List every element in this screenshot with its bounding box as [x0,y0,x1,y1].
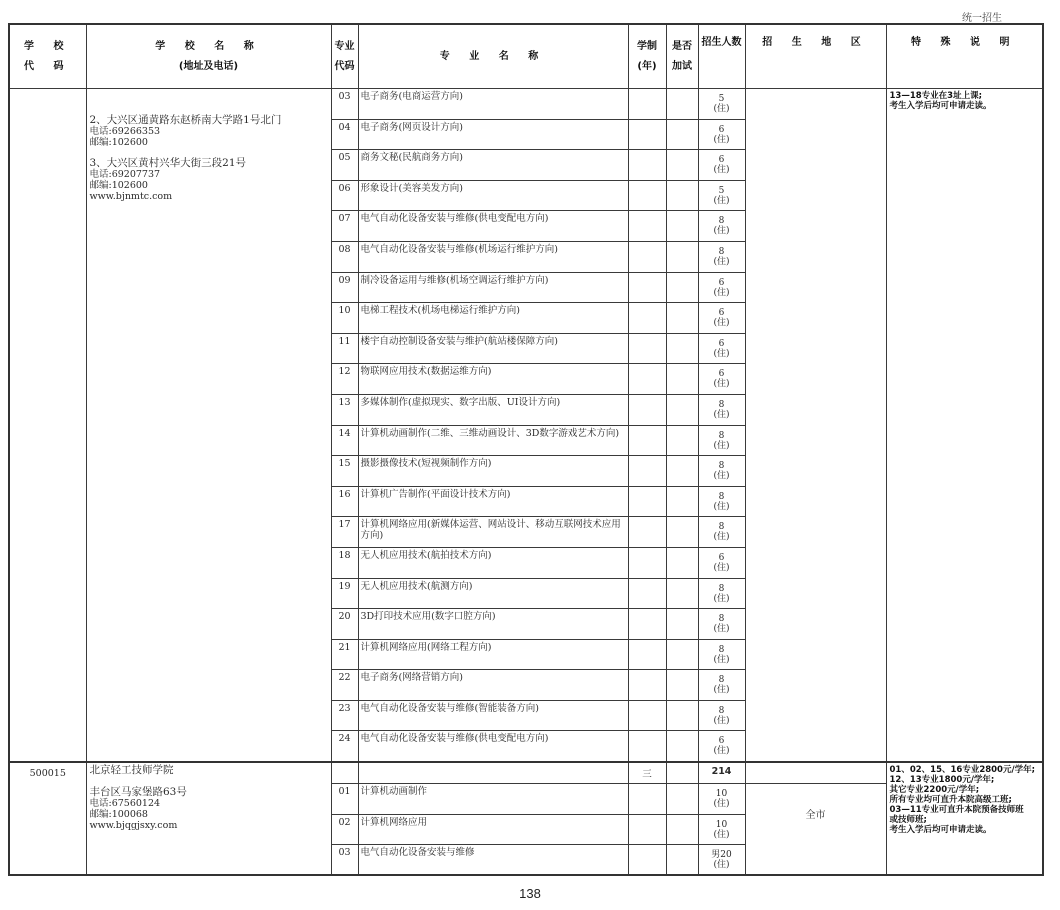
duration-cell [628,456,666,487]
page-number: 138 [519,886,541,901]
major-code [331,425,358,456]
major-code [331,762,358,784]
school-address: 2、大兴区通黄路东赵桥南大学路1号北门 [89,114,282,126]
quota-number: 5 [718,185,725,196]
region-text: 全市 [805,810,826,822]
major-code [331,578,358,609]
school-phone: 电话:69207737 [89,169,161,180]
header-text: 招生人数 [701,37,742,48]
duration-cell [628,303,666,334]
school-b-rows [9,762,1043,876]
duration-cell [628,731,666,762]
header-text: 学制 [637,40,657,52]
major-name-text: 电子商务(网络营销方向) [360,672,463,684]
quota-cell [698,303,745,334]
quota-number: 6 [718,369,725,380]
boarding-type: (住) [713,624,730,635]
major-name [358,394,628,425]
major-name [358,425,628,456]
major-name-text: 电子商务(网页设计方向) [360,121,463,133]
quota-number: 8 [718,491,725,502]
header-notes [886,24,1043,89]
major-name-text: 形象设计(美容美发方向) [360,182,463,194]
major-code-text: 08 [338,243,351,255]
major-code [331,241,358,272]
boarding-type: (住) [713,799,730,810]
header-text: 学 校 名 称 [155,40,262,52]
boarding-type: (住) [713,379,730,390]
school-phone: 电话:69266353 [89,126,161,137]
header-major-code [331,24,358,89]
boarding-type: (住) [713,501,730,512]
quota-cell [698,241,745,272]
major-name [358,517,628,548]
quota-number: 6 [718,338,725,349]
major-name [358,364,628,395]
extra-test-cell [666,547,698,578]
major-code [331,272,358,303]
school-name: 北京轻工技师学院 [89,763,174,776]
extra-test-cell [666,517,698,548]
region-cell-top [745,762,886,784]
duration-cell [628,150,666,181]
major-name [358,333,628,364]
major-code-text: 07 [338,213,351,225]
school-info-cell [86,762,331,876]
major-code [331,731,358,762]
quota-number: 8 [718,675,725,686]
quota-number: 10 [715,789,728,800]
major-code-text: 16 [338,488,351,500]
major-code [331,211,358,242]
major-code-text: 19 [338,580,351,592]
duration-cell [628,211,666,242]
major-name [358,814,628,845]
extra-test-cell [666,486,698,517]
duration-cell [628,517,666,548]
major-name [358,700,628,731]
major-name-text: 物联网应用技术(数据运维方向) [360,366,492,378]
extra-test-cell [666,609,698,640]
major-code-text: 12 [338,366,351,378]
major-name-text: 计算机网络应用 [360,816,428,828]
note-line: 13—18专业在3址上课; [889,91,982,101]
major-code-text: 04 [338,121,351,133]
quota-cell [698,578,745,609]
header-text: 特 殊 说 明 [911,37,1018,48]
duration-cell [628,272,666,303]
major-name-text: 电气自动化设备安装与维修(智能装备方向) [360,702,539,714]
major-name [358,303,628,334]
extra-test-cell [666,180,698,211]
major-code [331,394,358,425]
boarding-type: (住) [713,685,730,696]
major-name-text: 电气自动化设备安装与维修(供电变配电方向) [360,733,549,745]
extra-test-cell [666,119,698,150]
boarding-type: (住) [713,562,730,573]
header-text: 代码 [334,60,355,72]
quota-cell [698,333,745,364]
boarding-type: (住) [713,287,730,298]
header-text: (年) [637,60,657,72]
boarding-type: (住) [713,715,730,726]
quota-cell [698,150,745,181]
major-name-text: 计算机广告制作(平面设计技术方向) [360,488,511,500]
major-code-text: 13 [338,396,351,408]
major-name [358,272,628,303]
school-address: 3、大兴区黄村兴华大街三段21号 [89,157,247,169]
boarding-type: (住) [713,440,730,451]
boarding-type: (住) [713,256,730,267]
header-major-name [358,24,628,89]
major-name-text: 电梯工程技术(机场电梯运行维护方向) [360,305,520,317]
header-school-code [9,24,86,89]
boarding-type: (住) [713,348,730,359]
major-name [358,578,628,609]
quota-cell [698,814,745,845]
quota-cell [698,119,745,150]
school-address: 丰台区马家堡路63号 [89,785,187,798]
duration-cell [628,784,666,815]
note-line: 或技师班; [889,814,927,825]
major-name [358,547,628,578]
boarding-type: (住) [713,654,730,665]
note-line: 其它专业2200元/学年; [889,784,980,795]
quota-number: 10 [715,819,728,830]
header-text: 学 校 [24,40,72,52]
extra-test-cell [666,425,698,456]
quota-cell [698,180,745,211]
major-name [358,150,628,181]
boarding-type: (住) [713,134,730,145]
header-text: (地址及电话) [178,60,239,72]
spacer [90,91,328,105]
boarding-type: (住) [713,746,730,757]
major-name-text: 制冷设备运用与维修(机场空调运行维护方向) [360,274,549,286]
major-name-text: 3D打印技术应用(数字口腔方向) [360,611,496,623]
quota-number: 5 [718,94,725,104]
extra-test-cell [666,700,698,731]
school-phone: 电话:67560124 [89,797,161,809]
header-text: 加试 [672,60,692,72]
notes-cell [886,89,1043,762]
quota-number: 6 [718,308,725,319]
boarding-type: (住) [713,593,730,604]
note-line: 03—11专业可直升本院预备技师班 [889,804,1024,815]
header-extra-test [666,24,698,89]
quota-cell [698,639,745,670]
quota-cell [698,517,745,548]
quota-number: 6 [718,552,725,563]
quota-cell [698,784,745,815]
school-zip: 邮编:102600 [89,180,148,191]
major-name-text: 多媒体制作(虚拟现实、数字出版、UI设计方向) [360,396,561,408]
major-name [358,609,628,640]
major-name-text: 商务文秘(民航商务方向) [360,152,463,164]
major-name [358,639,628,670]
major-code [331,517,358,548]
header-text: 招 生 地 区 [762,37,869,48]
major-code-text: 22 [338,672,351,684]
extra-test-cell [666,731,698,762]
boarding-type: (住) [713,409,730,420]
major-code-text: 02 [338,816,351,828]
quota-cell [698,670,745,701]
quota-number: 6 [718,155,725,166]
duration-cell [628,578,666,609]
extra-test-cell [666,456,698,487]
major-name [358,241,628,272]
duration-cell [628,394,666,425]
header-text: 专 业 名 称 [439,50,547,62]
header-text: 代 码 [24,60,72,72]
major-code-text: 10 [338,305,351,317]
major-code [331,119,358,150]
major-code [331,180,358,211]
major-code [331,456,358,487]
quota-cell [698,486,745,517]
duration-cell [628,89,666,120]
boarding-type: (住) [713,226,730,237]
quota-number: 8 [718,246,725,257]
boarding-type: (住) [713,195,730,206]
notes-cell [886,762,1043,876]
major-name [358,486,628,517]
extra-test-cell [666,762,698,784]
quota-cell [698,547,745,578]
major-name [358,211,628,242]
boarding-type: (住) [713,532,730,543]
major-code-text: 03 [338,91,351,102]
extra-test-cell [666,303,698,334]
quota-number: 8 [718,583,725,594]
major-code-text: 03 [338,847,351,859]
boarding-type: (住) [713,829,730,840]
duration-cell [628,845,666,876]
duration-cell [628,241,666,272]
region-cell [745,784,886,876]
total-quota: 214 [711,765,732,777]
header-text: 专业 [334,40,355,52]
major-code [331,609,358,640]
quota-number: 6 [718,124,725,135]
major-name [358,119,628,150]
major-code [331,89,358,120]
duration-cell [628,180,666,211]
quota-cell [698,845,745,876]
major-name [358,180,628,211]
quota-cell [698,211,745,242]
major-code [331,150,358,181]
header-region [745,24,886,89]
quota-cell [698,731,745,762]
extra-test-cell [666,639,698,670]
address-block [90,787,328,831]
region-cell [745,89,886,762]
major-code-text: 06 [338,182,351,194]
boarding-type: (住) [713,165,730,176]
extra-test-cell [666,578,698,609]
school-info-cell [86,89,331,762]
quota-number: 8 [718,644,725,655]
quota-cell [698,394,745,425]
school-zip: 邮编:100068 [89,808,148,820]
major-code [331,486,358,517]
header-duration [628,24,666,89]
quota-cell [698,456,745,487]
quota-cell [698,272,745,303]
major-name-text: 计算机网络应用(网络工程方向) [360,641,492,653]
section-label: 统一招生 [962,13,1002,24]
major-code [331,333,358,364]
major-name [358,762,628,784]
header-quota [698,24,745,89]
extra-test-cell [666,364,698,395]
note-line: 01、02、15、16专业2800元/学年; [889,764,1035,775]
duration-cell [628,609,666,640]
duration-cell [628,762,666,784]
major-name [358,731,628,762]
quota-number: 8 [718,461,725,472]
extra-test-cell [666,845,698,876]
quota-cell [698,609,745,640]
major-code-text: 24 [338,733,351,745]
extra-test-cell [666,272,698,303]
major-name-text: 电气自动化设备安装与维修(机场运行维护方向) [360,243,558,255]
enrollment-table [8,23,1044,876]
major-code-text: 21 [338,641,351,653]
note-line: 考生入学后均可申请走读。 [889,824,992,835]
boarding-type: (住) [713,318,730,329]
major-code-text: 05 [338,152,351,164]
extra-test-cell [666,211,698,242]
major-code-text: 17 [338,519,351,531]
major-code-text: 09 [338,274,351,286]
duration-cell [628,700,666,731]
major-name [358,845,628,876]
major-code [331,639,358,670]
major-code [331,845,358,876]
major-name-text: 无人机应用技术(航测方向) [360,580,473,592]
duration-cell [628,364,666,395]
major-code [331,364,358,395]
extra-test-cell [666,784,698,815]
duration-cell [628,547,666,578]
extra-test-cell [666,333,698,364]
school-code-cell [9,762,86,876]
major-name-text: 计算机网络应用(新媒体运营、网站设计、移动互联网技术应用方向) [360,519,621,542]
quota-number: 8 [718,705,725,716]
school-code-cell [9,89,86,762]
quota-number: 8 [718,399,725,410]
school-website: www.bjnmtc.com [89,191,173,202]
duration-cell [628,425,666,456]
duration-cell [628,670,666,701]
major-name-text: 无人机应用技术(航拍技术方向) [360,549,492,561]
major-code [331,670,358,701]
quota-number: 6 [718,736,725,747]
major-code [331,303,358,334]
quota-cell [698,89,745,120]
quota-number: 男20 [711,850,732,861]
quota-cell [698,700,745,731]
quota-number: 6 [718,277,725,288]
table-row [9,89,1043,120]
header-row [9,24,1043,89]
extra-test-cell [666,670,698,701]
major-name-text: 楼宇自动控制设备安装与维护(航站楼保障方向) [360,335,558,347]
duration-cell [628,486,666,517]
extra-test-cell [666,150,698,181]
school-zip: 邮编:102600 [89,137,148,148]
quota-number: 8 [718,614,725,625]
major-name-text: 电气自动化设备安装与维修(供电变配电方向) [360,213,549,225]
extra-test-cell [666,814,698,845]
extra-test-cell [666,89,698,120]
major-name [358,89,628,120]
quota-number: 8 [718,522,725,533]
major-name [358,670,628,701]
major-code-text: 23 [338,702,351,714]
major-code-text: 11 [338,335,351,347]
quota-cell [698,364,745,395]
duration-cell [628,814,666,845]
boarding-type: (住) [713,860,730,871]
duration-cell [628,639,666,670]
note-line: 所有专业均可直升本院高级工班; [889,794,1012,805]
extra-test-cell [666,241,698,272]
quota-number: 8 [718,430,725,441]
major-name-text: 计算机动画制作 [360,786,428,798]
major-name [358,784,628,815]
major-code-text: 14 [338,427,351,439]
major-code-text: 01 [338,786,351,798]
duration-cell [628,333,666,364]
school-a-rows [9,89,1043,762]
total-quota-cell [698,762,745,784]
duration-cell [628,119,666,150]
note-line: 考生入学后均可申请走读。 [889,101,992,111]
boarding-type: (住) [713,104,730,114]
major-code [331,700,358,731]
duration-text: 三 [642,768,652,780]
address-block [90,158,328,191]
quota-number: 8 [718,216,725,227]
major-name-text: 电气自动化设备安装与维修 [360,847,475,859]
major-name-text: 计算机动画制作(二维、三维动画设计、3D数字游戏艺术方向) [360,427,620,439]
major-code [331,784,358,815]
header-school-name [86,24,331,89]
major-name [358,456,628,487]
major-name-text: 电子商务(电商运营方向) [360,91,463,102]
boarding-type: (住) [713,471,730,482]
major-name-text: 摄影摄像技术(短视频制作方向) [360,458,492,470]
quota-cell [698,425,745,456]
major-code-text: 18 [338,549,351,561]
major-code-text: 15 [338,458,351,470]
note-line: 12、13专业1800元/学年; [889,774,995,785]
extra-test-cell [666,394,698,425]
major-code [331,547,358,578]
major-code [331,814,358,845]
header-text: 是否 [672,40,692,52]
table-row [9,762,1043,784]
school-website: www.bjqgjsxy.com [89,819,178,831]
major-code-text: 20 [338,611,351,623]
address-block [90,115,328,148]
school-code: 500015 [29,767,66,779]
